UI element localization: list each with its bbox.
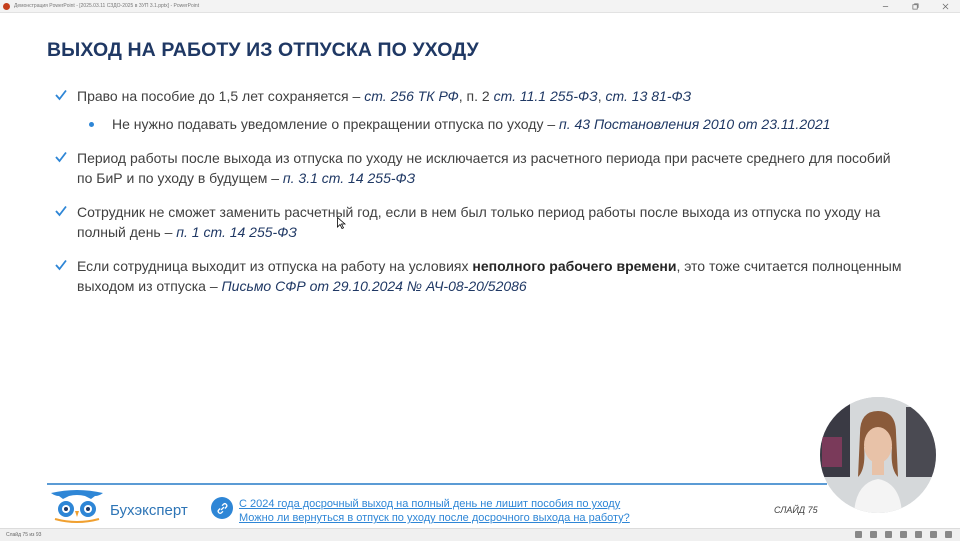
footer-link-early-return[interactable]: С 2024 года досрочный выход на полный день не лишит пособия по уходу [239, 498, 621, 510]
bullet-item [54, 148, 904, 188]
bullet-text: , это тоже считается полноценным выходом из отпуска – [77, 258, 902, 294]
fit-slide-icon[interactable] [945, 531, 952, 538]
normal-view-icon[interactable] [855, 531, 862, 538]
bullet-text: Сотрудник не сможет заменить расчетный год, если в нем был только период работы после выхода из отпуска по уходу на полный день – [77, 204, 881, 240]
status-bar [0, 528, 960, 541]
bullet-item [54, 256, 904, 296]
footer-divider [47, 483, 827, 485]
slide-canvas[interactable] [0, 13, 960, 528]
bullet-reference: п. 1 ст. 14 255-ФЗ [176, 224, 297, 240]
checkmark-icon [54, 258, 68, 272]
close-icon [942, 3, 949, 10]
link-icon [211, 497, 233, 519]
slide-number: СЛАЙД 75 [774, 505, 818, 515]
bullet-dot-icon [89, 122, 94, 127]
powerpoint-app-icon [3, 3, 10, 10]
bullet-text: Если сотрудница выходит из отпуска на работу на условиях [77, 258, 473, 274]
bullet-text: , [597, 88, 606, 104]
slide-sorter-icon[interactable] [870, 531, 877, 538]
zoom-in-icon[interactable] [930, 531, 937, 538]
slide-counter: Слайд 75 из 93 [6, 532, 42, 538]
minimize-button[interactable] [870, 0, 900, 12]
bullet-text: Не нужно подавать уведомление о прекращении отпуска по уходу – [112, 116, 560, 132]
brand-name: Бухэксперт [110, 502, 188, 519]
window-title: Демонстрация PowerPoint - [2025.03.11 СЗДО-2025 в ЗУП 3.1.pptx] - PowerPoint [14, 3, 200, 9]
slideshow-icon[interactable] [900, 531, 907, 538]
slide-title: ВЫХОД НА РАБОТУ ИЗ ОТПУСКА ПО УХОДУ [47, 39, 479, 61]
zoom-out-icon[interactable] [915, 531, 922, 538]
checkmark-icon [54, 204, 68, 218]
restore-button[interactable] [900, 0, 930, 12]
bullet-reference: ст. 13 81-ФЗ [605, 88, 692, 104]
footer-link-return-to-leave[interactable]: Можно ли вернуться в отпуск по уходу после досрочного выхода на работу? [239, 512, 630, 524]
view-controls [855, 531, 952, 538]
checkmark-icon [54, 150, 68, 164]
reading-view-icon[interactable] [885, 531, 892, 538]
bullet-list [54, 86, 904, 296]
mouse-cursor-icon [337, 217, 346, 229]
bullet-reference: п. 3.1 ст. 14 255-ФЗ [282, 170, 416, 186]
sub-bullet-item [54, 114, 904, 134]
minimize-icon [882, 3, 889, 10]
window-controls [870, 0, 960, 12]
footer-links [239, 497, 630, 525]
bullet-text: , п. 2 [458, 88, 494, 104]
window-title-bar [0, 0, 960, 13]
presenter-video [820, 397, 936, 513]
bullet-reference: ст. 256 ТК РФ [364, 88, 459, 104]
bullet-text: Период работы после выхода из отпуска по уходу не исключается из расчетного периода при расчете среднего для пособий по БиР и по уходу в будущем – [77, 150, 891, 186]
owl-logo-icon [49, 487, 105, 525]
bullet-reference: ст. 11.1 255-ФЗ [493, 88, 598, 104]
webcam-overlay [820, 397, 936, 513]
close-button[interactable] [930, 0, 960, 12]
checkmark-icon [54, 88, 68, 102]
bullet-text: Право на пособие до 1,5 лет сохраняется – [77, 88, 365, 104]
bullet-item [54, 202, 904, 242]
bullet-emphasis: неполного рабочего времени [472, 258, 677, 274]
bullet-reference: п. 43 Постановления 2010 от 23.11.2021 [559, 116, 831, 132]
restore-icon [912, 3, 919, 10]
bullet-item [54, 86, 904, 106]
bullet-reference: Письмо СФР от 29.10.2024 № АЧ-08-20/52086 [221, 278, 527, 294]
